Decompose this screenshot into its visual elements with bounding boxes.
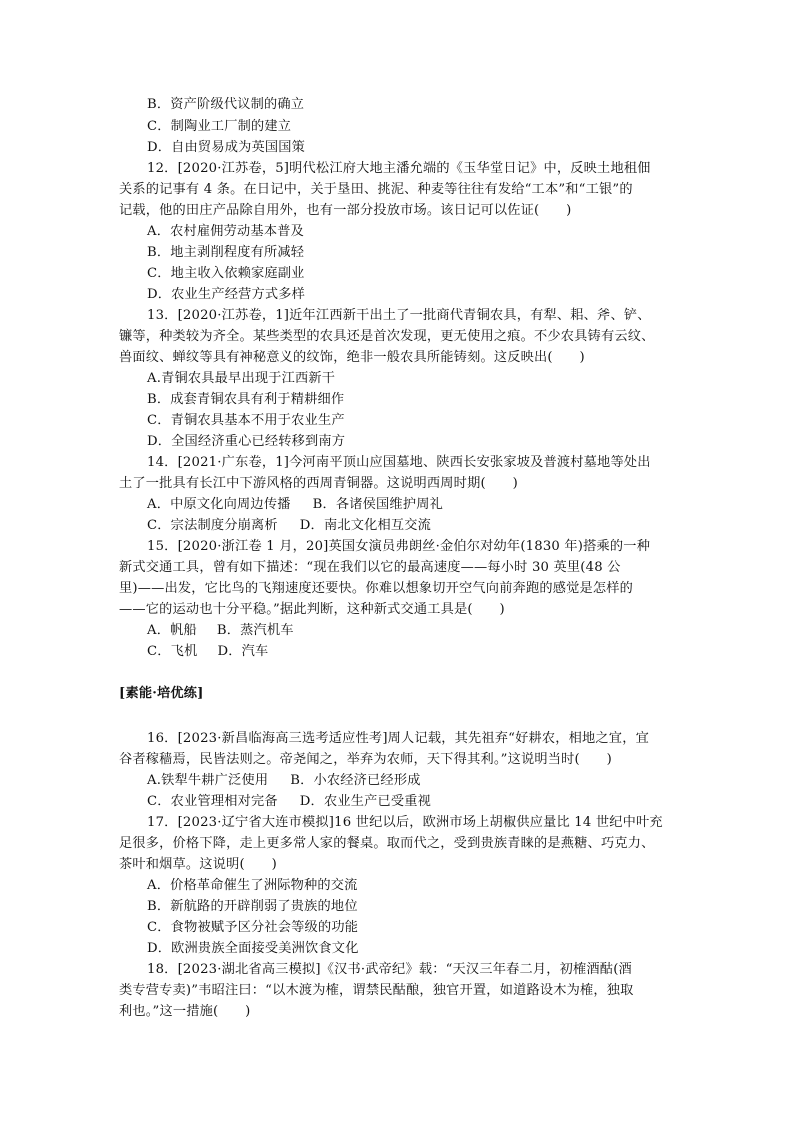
q13-option-c: C．青铜农具基本不用于农业生产 [147,413,345,428]
q15-option-d: D．汽车 [217,644,269,659]
q12-stem-line: 记载，他的田庄产品除自用外，也有一部分投放市场。该日记可以佐证( ) [119,203,572,218]
q16-option-b: B．小农经济已经形成 [290,773,421,788]
q13-stem-line: 镰等，种类较为齐全。某些类型的农具还是首次发现，更无使用之痕。不少农具铸有云纹、 [119,329,655,344]
q18-stem-line: 利也。”这一措施( ) [119,1004,251,1019]
q14-stem-line: 14．[2021·广东卷，1]今河南平顶山应国墓地、陕西长安张家坡及普渡村墓地等处出 [147,455,651,470]
q13-option-b: B．成套青铜农具有利于精耕细作 [147,392,345,407]
q14-option-c: C．宗法制度分崩离析 [147,518,278,533]
q17-stem-line: 足很多，价格下降，走上更多常人家的餐桌。取而代之，受到贵族青睐的是燕糖、巧克力、 [119,836,655,851]
q15-stem-line: ——它的运动也十分平稳。”据此判断，这种新式交通工具是( ) [119,602,505,617]
option-b: B．资产阶级代议制的确立 [147,97,305,112]
q12-option-a: A．农村雇佣劳动基本普及 [147,224,304,239]
q16-stem-line: 谷者稼穑焉，民皆法则之。帝尧闻之，举弃为农师，天下得其利。”这说明当时( ) [119,752,612,767]
q12-stem-line: 12．[2020·江苏卷，5]明代松江府大地主潘允端的《玉华堂日记》中，反映土地租佃 [147,161,651,176]
q13-stem-line: 兽面纹、蝉纹等具有神秘意义的纹饰，绝非一般农具所能铸刻。这反映出( ) [119,350,585,365]
q15-option-b: B．蒸汽机车 [216,623,294,638]
q15-stem-line: 新式交通工具，曾有如下描述：“现在我们以它的最高速度——每小时 30 英里(48 公 [119,560,621,575]
q15-option-a: A．帆船 [147,623,197,638]
q14-option-a: A．中原文化向周边传播 [147,497,291,512]
q16-option-c: C．农业管理相对完备 [147,794,278,809]
q15-option-c: C．飞机 [147,644,198,659]
q16-option-a: A.铁犁牛耕广泛使用 [147,773,269,788]
q15-options-row [147,642,268,662]
q14-option-b: B．各诸侯国维护周礼 [312,497,443,512]
q14-option-d: D．南北文化相互交流 [299,518,432,533]
q17-option-c: C．食物被赋予区分社会等级的功能 [147,920,359,935]
q17-option-a: A．价格革命催生了洲际物种的交流 [147,878,358,893]
q12-option-c: C．地主收入依赖家庭副业 [147,266,305,281]
q12-option-b: B．地主剥削程度有所减轻 [147,245,305,260]
q15-stem-line: 里)——出发，它比鸟的飞翔速度还要快。你难以想象切开空气向前奔跑的感觉是怎样的 [119,581,634,596]
q16-options-row [147,792,431,812]
option-c: C．制陶业工厂制的建立 [147,119,292,134]
q15-stem-line: 15．[2020·浙江卷 1 月，20]英国女演员弗朗丝·金伯尔对幼年(1830 年)搭乘的一种 [147,539,651,554]
q18-stem-line: 类专营专卖)”韦昭注曰：“以木渡为榷，谓禁民酤酿，独官开置，如道路设木为榷，独取 [119,983,634,998]
q15-options-row [147,621,294,641]
q18-stem-line: 18．[2023·湖北省高三模拟]《汉书·武帝纪》载：“天汉三年春二月，初榷酒酤(酒 [147,962,632,977]
q16-options-row [147,771,421,791]
q12-stem-line: 关系的记事有 4 条。在日记中，关于垦田、挑泥、种麦等往往有发给“工本”和“工银”的 [119,182,633,197]
q17-option-b: B．新航路的开辟削弱了贵族的地位 [147,899,358,914]
q14-stem-line: 土了一批具有长江中下游风格的西周青铜器。这说明西周时期( ) [119,476,518,491]
q12-option-d: D．农业生产经营方式多样 [147,287,306,302]
q14-options-row [147,495,443,515]
q13-option-a: A.青铜农具最早出现于江西新干 [147,371,336,386]
q16-stem-line: 16．[2023·新昌临海高三选考适应性考]周人记载，其先祖弃“好耕农，相地之宜，宜 [147,731,649,746]
q13-option-d: D．全国经济重心已经转移到南方 [147,434,346,449]
q17-option-d: D．欧洲贵族全面接受美洲饮食文化 [147,941,359,956]
q17-stem-line: 茶叶和烟草。这说明( ) [119,857,277,872]
q16-option-d: D．农业生产已受重视 [299,794,432,809]
option-d: D．自由贸易成为英国国策 [147,140,306,155]
q13-stem-line: 13．[2020·江苏卷，1]近年江西新干出土了一批商代青铜农具，有犁、耜、斧、铲、 [147,308,651,323]
q14-options-row [147,516,431,536]
section-title: [素能·培优练] [119,686,204,701]
q17-stem-line: 17．[2023·辽宁省大连市模拟]16 世纪以后，欧洲市场上胡椒供应量比 14 世纪中叶充 [147,815,663,830]
